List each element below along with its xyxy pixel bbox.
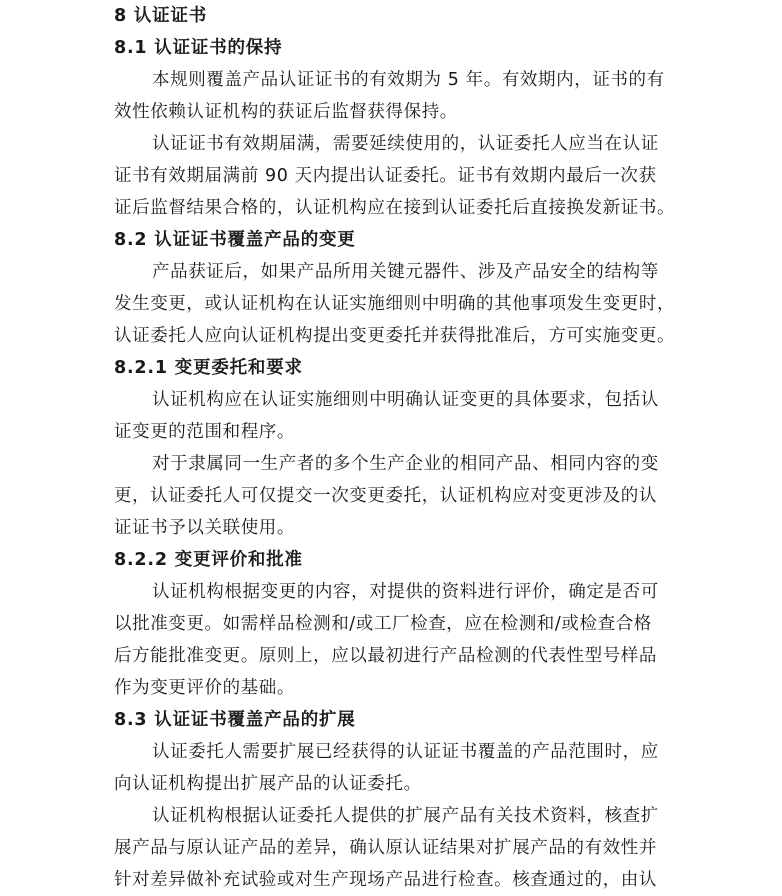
paragraph-line: 产品获证后，如果产品所用关键元器件、涉及产品安全的结构等 [152,262,659,282]
paragraph-line: 向认证机构提出扩展产品的认证委托。 [114,774,422,794]
paragraph-line: 认证机构根据认证委托人提供的扩展产品有关技术资料，核查扩 [152,806,659,826]
section-heading: 8.3 认证证书覆盖产品的扩展 [114,710,356,730]
section-heading: 8 认证证书 [114,6,208,26]
paragraph-line: 认证委托人应向认证机构提出变更委托并获得批准后，方可实施变更。 [114,326,676,346]
paragraph-line: 展产品与原认证产品的差异，确认原认证结果对扩展产品的有效性并 [114,838,657,858]
paragraph-line: 认证机构应在认证实施细则中明确认证变更的具体要求，包括认 [152,390,659,410]
paragraph-line: 证证书予以关联使用。 [114,518,295,538]
paragraph-line: 以批准变更。如需样品检测和/或工厂检查，应在检测和/或检查合格 [114,614,652,634]
paragraph-line: 认证机构根据变更的内容，对提供的资料进行评价，确定是否可 [152,582,659,602]
paragraph-line: 对于隶属同一生产者的多个生产企业的相同产品、相同内容的变 [152,454,659,474]
section-heading: 8.2.1 变更委托和要求 [114,358,303,378]
paragraph-line: 效性依赖认证机构的获证后监督获得保持。 [114,102,458,122]
paragraph-line: 针对差异做补充试验或对生产现场产品进行检查。核查通过的，由认 [114,870,657,890]
paragraph-line: 发生变更，或认证机构在认证实施细则中明确的其他事项发生变更时， [114,294,676,314]
paragraph-line: 证变更的范围和程序。 [114,422,295,442]
paragraph-line: 后方能批准变更。原则上，应以最初进行产品检测的代表性型号样品 [114,646,657,666]
paragraph-line: 更，认证委托人可仅提交一次变更委托，认证机构应对变更涉及的认 [114,486,657,506]
paragraph-line: 证书有效期届满前 90 天内提出认证委托。证书有效期内最后一次获 [114,166,657,186]
paragraph-line: 证后监督结果合格的，认证机构应在接到认证委托后直接换发新证书。 [114,198,676,218]
paragraph-line: 作为变更评价的基础。 [114,678,295,698]
section-heading: 8.1 认证证书的保持 [114,38,283,58]
document-page [114,0,682,896]
paragraph-line: 认证委托人需要扩展已经获得的认证证书覆盖的产品范围时，应 [152,742,659,762]
section-heading: 8.2.2 变更评价和批准 [114,550,303,570]
paragraph-line: 认证证书有效期届满，需要延续使用的，认证委托人应当在认证 [152,134,659,154]
section-heading: 8.2 认证证书覆盖产品的变更 [114,230,356,250]
paragraph-line: 本规则覆盖产品认证证书的有效期为 5 年。有效期内，证书的有 [152,70,665,90]
